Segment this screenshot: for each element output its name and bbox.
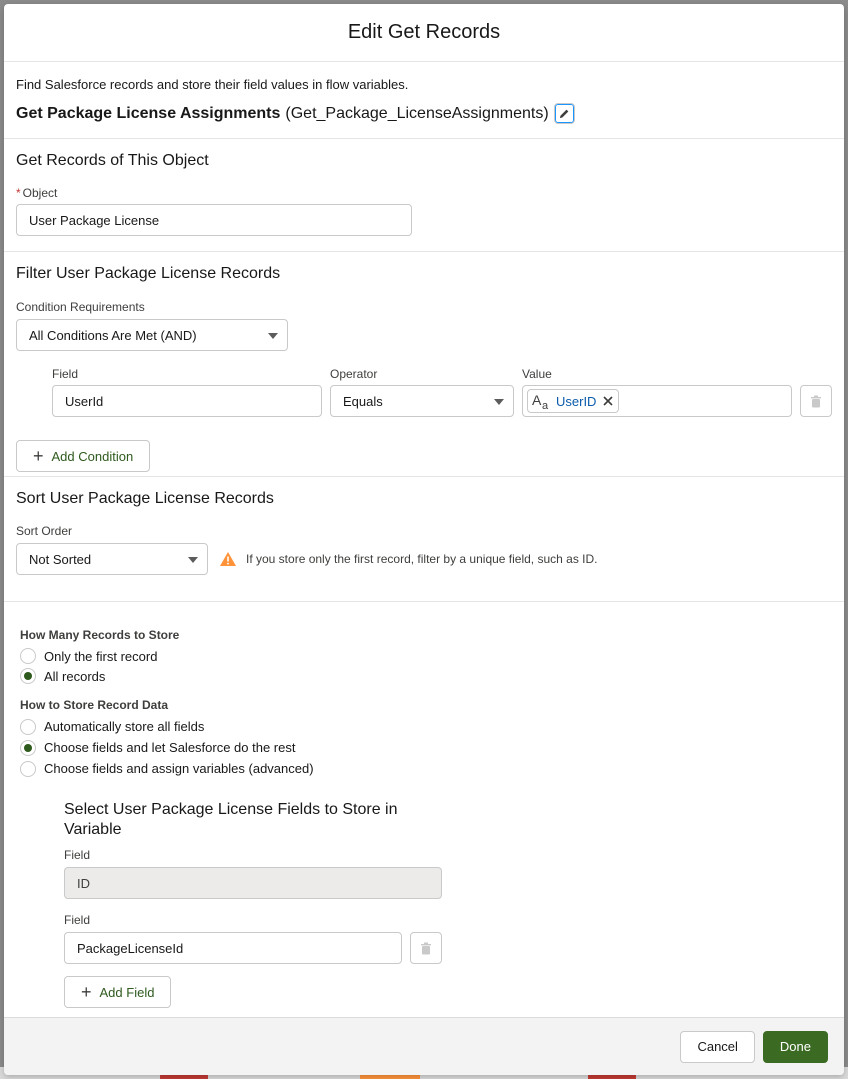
text-variable-icon xyxy=(532,392,552,410)
how-store-label: How to Store Record Data xyxy=(20,698,169,712)
condition-requirements-select[interactable] xyxy=(16,319,288,351)
sort-section-title: Sort User Package License Records xyxy=(16,490,274,507)
sort-order-select[interactable] xyxy=(16,543,208,575)
radio-button[interactable] xyxy=(20,668,36,684)
condition-value-text: UserID xyxy=(556,393,597,409)
field-input-id xyxy=(64,867,442,899)
field-label: Field xyxy=(64,913,91,927)
condition-field-input[interactable] xyxy=(52,385,322,417)
required-marker: * xyxy=(16,186,21,200)
field-header: Field xyxy=(52,367,79,381)
cancel-button[interactable] xyxy=(680,1031,754,1063)
add-condition-button[interactable] xyxy=(16,440,150,472)
add-field-button[interactable] xyxy=(64,976,171,1008)
svg-text:A: A xyxy=(532,392,542,408)
sort-order-value: Not Sorted xyxy=(29,551,92,567)
object-value: User Package License xyxy=(29,212,160,228)
delete-condition-button[interactable] xyxy=(800,385,832,417)
radio-label: Choose fields and assign variables (advanced) xyxy=(44,761,314,776)
radio-button[interactable] xyxy=(20,761,36,777)
chevron-down-icon xyxy=(188,557,198,563)
how-many-label: How Many Records to Store xyxy=(20,628,180,642)
radio-button[interactable] xyxy=(20,648,36,664)
element-label: Get Package License Assignments xyxy=(16,104,281,122)
object-label: Object xyxy=(22,186,58,200)
object-input[interactable] xyxy=(16,204,412,236)
store-section xyxy=(4,628,844,1008)
condition-value-input[interactable] xyxy=(522,385,792,417)
radio-choose-fields-advanced[interactable] xyxy=(20,758,828,779)
value-header: Value xyxy=(522,367,552,381)
fields-to-store-title: Select User Package License Fields to Store in Variable xyxy=(64,801,398,838)
element-description: Find Salesforce records and store their field values in flow variables. xyxy=(16,77,409,92)
filter-section xyxy=(4,252,844,477)
add-icon: + xyxy=(81,982,92,1002)
modal-title: Edit Get Records xyxy=(347,21,501,43)
done-label: Done xyxy=(779,1039,811,1054)
radio-button[interactable] xyxy=(20,740,36,756)
warning-icon xyxy=(219,551,237,567)
add-condition-label: Add Condition xyxy=(51,448,134,464)
edit-label-button[interactable] xyxy=(554,103,575,124)
radio-choose-fields-salesforce[interactable] xyxy=(20,737,828,758)
condition-requirements-value: All Conditions Are Met (AND) xyxy=(29,327,197,343)
object-label-row xyxy=(16,186,832,200)
trash-icon xyxy=(810,395,822,408)
field-value: PackageLicenseId xyxy=(77,940,184,956)
how-store-radio-group xyxy=(20,716,828,779)
radio-label: Automatically store all fields xyxy=(44,719,205,734)
close-icon[interactable] xyxy=(602,395,614,407)
edit-get-records-modal xyxy=(4,4,844,1075)
object-section-title: Get Records of This Object xyxy=(16,152,209,169)
operator-header: Operator xyxy=(330,367,378,381)
add-icon: + xyxy=(33,446,44,466)
element-api-name: (Get_Package_LicenseAssignments) xyxy=(285,104,549,122)
radio-all-records[interactable] xyxy=(20,666,828,686)
chevron-down-icon xyxy=(268,333,278,339)
radio-label: All records xyxy=(44,668,106,684)
condition-row xyxy=(16,367,832,427)
radio-label: Only the first record xyxy=(44,648,158,664)
trash-icon xyxy=(420,942,432,955)
svg-text:a: a xyxy=(542,400,549,410)
condition-operator-select[interactable] xyxy=(330,385,514,417)
add-field-label: Add Field xyxy=(99,984,155,1000)
sort-order-row xyxy=(16,543,832,575)
sort-section xyxy=(4,477,844,602)
element-name-row xyxy=(16,103,832,136)
field-row xyxy=(64,932,442,964)
sort-warning-text: If you store only the first record, filter by a unique field, such as ID. xyxy=(246,552,598,566)
radio-label: Choose fields and let Salesforce do the rest xyxy=(44,740,296,755)
condition-requirements-label: Condition Requirements xyxy=(16,300,145,314)
cancel-label: Cancel xyxy=(697,1039,738,1054)
how-many-radio-group xyxy=(20,646,828,686)
modal-header xyxy=(4,4,844,62)
field-value: ID xyxy=(77,875,90,891)
modal-footer xyxy=(4,1017,844,1075)
element-info-section xyxy=(4,62,844,139)
radio-only-first-record[interactable] xyxy=(20,646,828,666)
sort-order-label: Sort Order xyxy=(16,524,73,538)
filter-section-title: Filter User Package License Records xyxy=(16,265,281,282)
radio-auto-store-all[interactable] xyxy=(20,716,828,737)
fields-to-store-panel xyxy=(64,800,442,1008)
condition-operator-value: Equals xyxy=(343,393,383,409)
condition-field-value: UserId xyxy=(65,393,104,409)
field-input-package-license[interactable] xyxy=(64,932,402,964)
chevron-down-icon xyxy=(494,399,504,405)
radio-button[interactable] xyxy=(20,719,36,735)
done-button[interactable] xyxy=(763,1031,828,1063)
delete-field-button[interactable] xyxy=(410,932,442,964)
pencil-icon xyxy=(559,108,570,119)
field-label: Field xyxy=(64,848,91,862)
variable-pill[interactable] xyxy=(527,389,619,413)
object-section xyxy=(4,139,844,252)
